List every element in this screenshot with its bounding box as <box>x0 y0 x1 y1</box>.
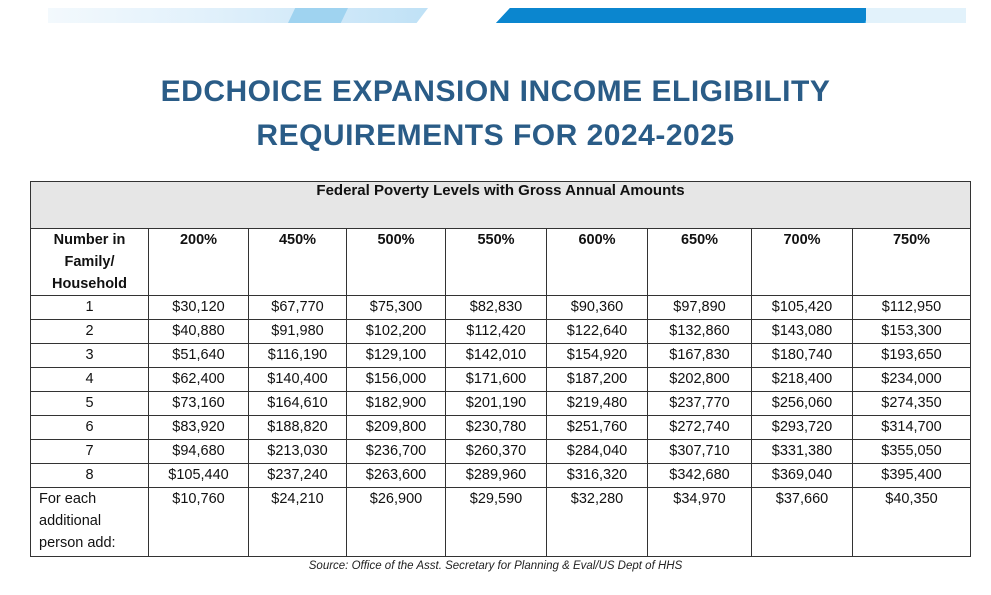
income-cell: $237,240 <box>249 464 347 488</box>
header-fpl: 200% <box>149 229 249 296</box>
income-cell: $342,680 <box>648 464 752 488</box>
household-size-cell: 2 <box>31 320 149 344</box>
income-cell: $314,700 <box>853 416 971 440</box>
income-cell: $112,420 <box>446 320 547 344</box>
income-cell: $90,360 <box>547 296 648 320</box>
income-cell: $355,050 <box>853 440 971 464</box>
income-cell: $369,040 <box>752 464 853 488</box>
income-cell: $213,030 <box>249 440 347 464</box>
title-line-2: REQUIREMENTS FOR 2024-2025 <box>256 119 735 152</box>
income-cell: $75,300 <box>347 296 446 320</box>
income-cell: $105,440 <box>149 464 249 488</box>
income-cell: $201,190 <box>446 392 547 416</box>
income-cell: $116,190 <box>249 344 347 368</box>
income-cell: $132,860 <box>648 320 752 344</box>
income-cell: $167,830 <box>648 344 752 368</box>
income-cell: $122,640 <box>547 320 648 344</box>
household-size-cell: 1 <box>31 296 149 320</box>
table-row <box>31 392 971 416</box>
income-cell: $30,120 <box>149 296 249 320</box>
table-row-additional <box>31 488 971 557</box>
income-cell: $94,680 <box>149 440 249 464</box>
additional-label-line-3: person add: <box>39 535 116 551</box>
income-cell: $188,820 <box>249 416 347 440</box>
decorative-banner-left <box>48 8 428 23</box>
income-cell: $182,900 <box>347 392 446 416</box>
header-line-1: Number in <box>53 232 126 248</box>
income-cell: $218,400 <box>752 368 853 392</box>
household-size-cell: 6 <box>31 416 149 440</box>
income-cell: $67,770 <box>249 296 347 320</box>
income-cell: $164,610 <box>249 392 347 416</box>
source-note: Source: Office of the Asst. Secretary for Planning & Eval/US Dept of HHS <box>308 560 683 572</box>
income-cell: $263,600 <box>347 464 446 488</box>
income-cell: $284,040 <box>547 440 648 464</box>
income-cell: $236,700 <box>347 440 446 464</box>
income-cell: $331,380 <box>752 440 853 464</box>
additional-label-line-2: additional <box>39 513 102 529</box>
income-cell: $219,480 <box>547 392 648 416</box>
income-cell: $91,980 <box>249 320 347 344</box>
table-row <box>31 344 971 368</box>
additional-person-label <box>31 488 149 557</box>
income-cell: $307,710 <box>648 440 752 464</box>
additional-cell: $34,970 <box>648 488 752 557</box>
table-row <box>31 320 971 344</box>
additional-cell: $26,900 <box>347 488 446 557</box>
income-cell: $142,010 <box>446 344 547 368</box>
header-fpl: 600% <box>547 229 648 296</box>
table-row <box>31 440 971 464</box>
income-cell: $105,420 <box>752 296 853 320</box>
income-cell: $154,920 <box>547 344 648 368</box>
header-fpl: 650% <box>648 229 752 296</box>
income-cell: $82,830 <box>446 296 547 320</box>
additional-cell: $24,210 <box>249 488 347 557</box>
household-size-cell: 7 <box>31 440 149 464</box>
household-size-cell: 5 <box>31 392 149 416</box>
income-cell: $156,000 <box>347 368 446 392</box>
table-row <box>31 368 971 392</box>
income-cell: $83,920 <box>149 416 249 440</box>
income-cell: $209,800 <box>347 416 446 440</box>
income-cell: $143,080 <box>752 320 853 344</box>
additional-cell: $40,350 <box>853 488 971 557</box>
table-row <box>31 416 971 440</box>
income-cell: $395,400 <box>853 464 971 488</box>
header-line-2: Family/ <box>64 254 115 270</box>
income-cell: $62,400 <box>149 368 249 392</box>
income-cell: $193,650 <box>853 344 971 368</box>
header-fpl: 450% <box>249 229 347 296</box>
income-cell: $274,350 <box>853 392 971 416</box>
additional-label-line-1: For each <box>39 491 97 507</box>
income-cell: $180,740 <box>752 344 853 368</box>
page-title <box>0 70 991 158</box>
income-cell: $171,600 <box>446 368 547 392</box>
income-cell: $112,950 <box>853 296 971 320</box>
income-cell: $97,890 <box>648 296 752 320</box>
income-cell: $140,400 <box>249 368 347 392</box>
table-caption-row <box>31 182 971 229</box>
additional-cell: $29,590 <box>446 488 547 557</box>
table-caption: Federal Poverty Levels with Gross Annual Amounts <box>31 182 971 229</box>
income-eligibility-table <box>30 181 971 557</box>
household-size-cell: 3 <box>31 344 149 368</box>
additional-cell: $37,660 <box>752 488 853 557</box>
income-cell: $272,740 <box>648 416 752 440</box>
table-row <box>31 464 971 488</box>
income-cell: $51,640 <box>149 344 249 368</box>
decorative-banner-accent <box>288 8 348 23</box>
income-cell: $202,800 <box>648 368 752 392</box>
income-cell: $256,060 <box>752 392 853 416</box>
header-fpl: 500% <box>347 229 446 296</box>
decorative-banner-right-light <box>866 8 966 23</box>
income-cell: $293,720 <box>752 416 853 440</box>
header-fpl: 750% <box>853 229 971 296</box>
income-cell: $230,780 <box>446 416 547 440</box>
title-line-1: EDCHOICE EXPANSION INCOME ELIGIBILITY <box>160 75 831 108</box>
header-line-3: Household <box>52 276 127 292</box>
header-fpl: 550% <box>446 229 547 296</box>
income-cell: $187,200 <box>547 368 648 392</box>
income-cell: $129,100 <box>347 344 446 368</box>
income-cell: $40,880 <box>149 320 249 344</box>
household-size-cell: 8 <box>31 464 149 488</box>
income-cell: $102,200 <box>347 320 446 344</box>
additional-cell: $10,760 <box>149 488 249 557</box>
income-cell: $153,300 <box>853 320 971 344</box>
table-header-row <box>31 229 971 296</box>
header-household-size <box>31 229 149 296</box>
header-fpl: 700% <box>752 229 853 296</box>
income-cell: $251,760 <box>547 416 648 440</box>
income-cell: $234,000 <box>853 368 971 392</box>
table-row <box>31 296 971 320</box>
income-cell: $316,320 <box>547 464 648 488</box>
income-cell: $260,370 <box>446 440 547 464</box>
additional-cell: $32,280 <box>547 488 648 557</box>
income-cell: $237,770 <box>648 392 752 416</box>
income-cell: $73,160 <box>149 392 249 416</box>
household-size-cell: 4 <box>31 368 149 392</box>
decorative-banner-right-dark <box>496 8 872 23</box>
income-cell: $289,960 <box>446 464 547 488</box>
